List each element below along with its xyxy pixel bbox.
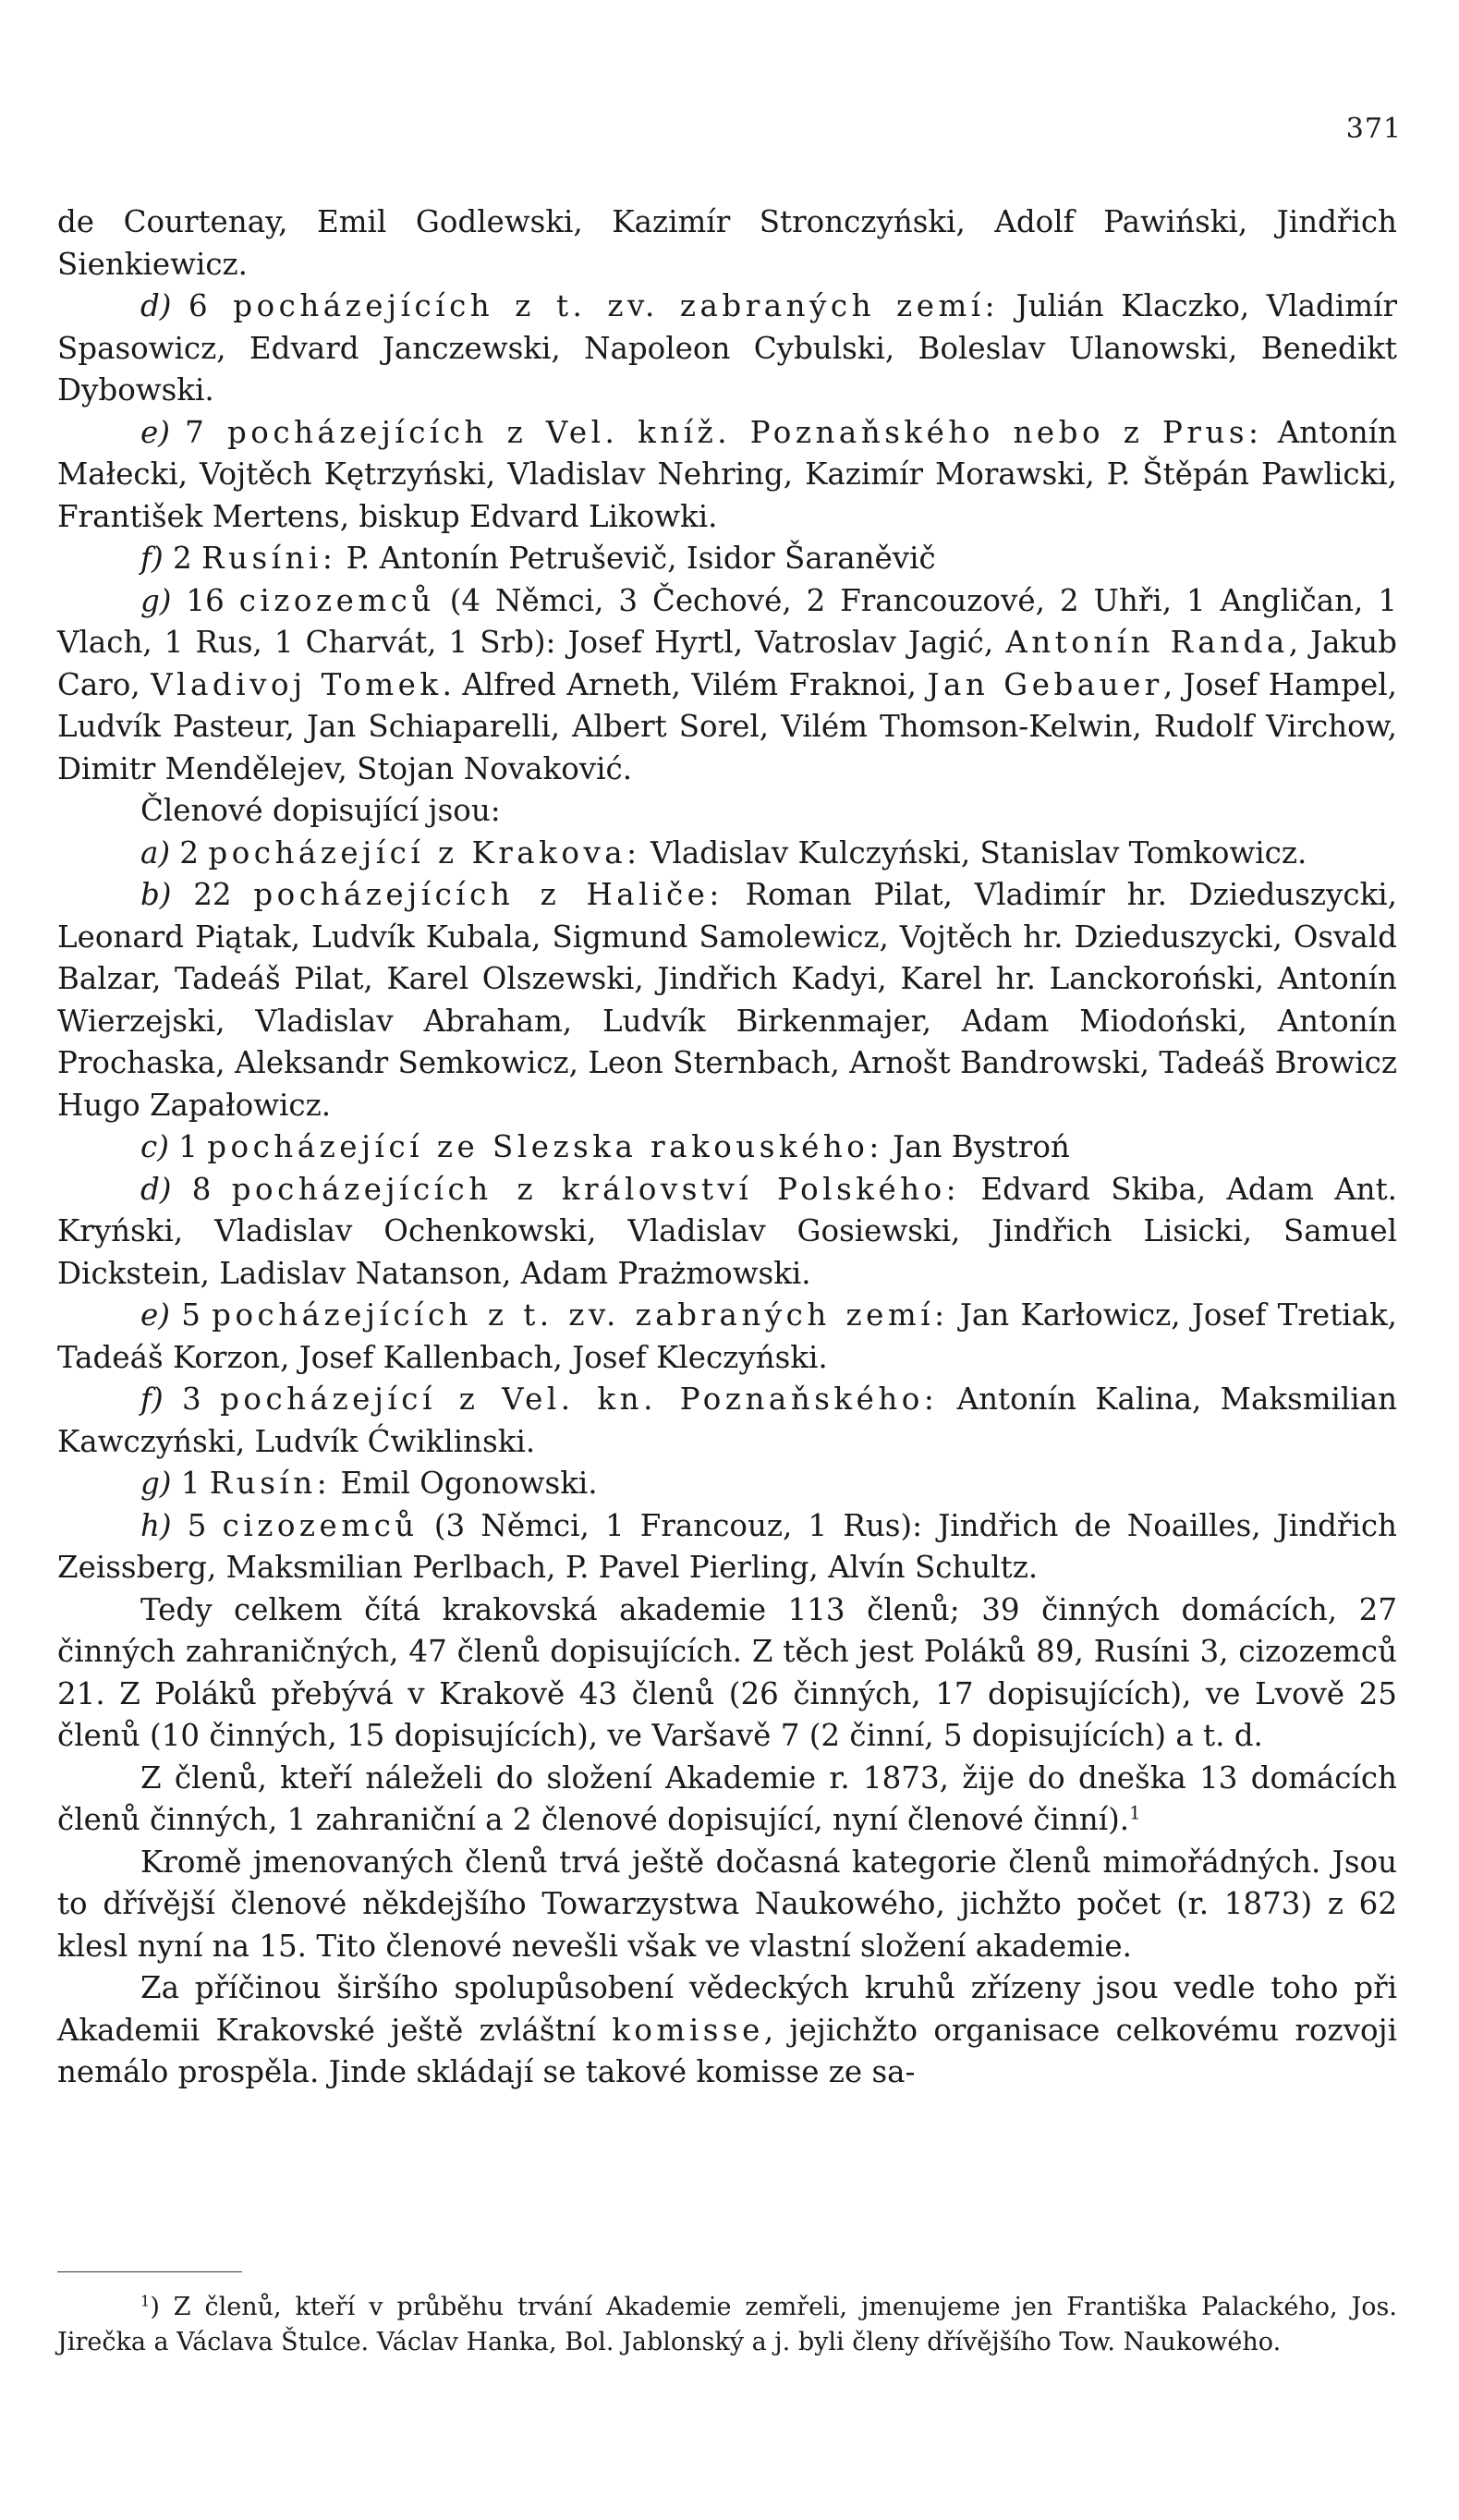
paragraph bbox=[57, 874, 1397, 1126]
text-run: P. Antonín Petruševič, Isidor Šaraněvič bbox=[336, 541, 936, 576]
paragraph bbox=[57, 201, 1397, 286]
text-run: . Alfred Arneth, Vilém Fraknoi, bbox=[442, 666, 928, 702]
text-run: Antonín Kalina, Maksmilian Kawczyński, Ludvík Ćwiklinski. bbox=[57, 1382, 1398, 1459]
spaced-text: Antonín Randa bbox=[1005, 625, 1289, 660]
text-run: Jan Karłowicz, Josef Tretiak, Tadeáš Korzon, Josef Kallenbach, Josef Kleczyński. bbox=[57, 1297, 1397, 1375]
spaced-text: cizozemců bbox=[238, 582, 435, 618]
spaced-text: pocházejících z t. zv. zabraných zemí: bbox=[212, 1297, 949, 1333]
text-run bbox=[170, 415, 185, 450]
spaced-text: pocházejících z Haliče: bbox=[253, 877, 723, 912]
text-run: Z členů, kteří náleželi do složení Akademie r. 1873, žije do dneška 13 domácích členů činných, 1 zahraniční a 2 členové dopisující, nyní členové činní). bbox=[57, 1759, 1397, 1837]
footnote-reference: 1 bbox=[1129, 1802, 1141, 1824]
spaced-text: Jan Gebauer bbox=[927, 666, 1163, 702]
paragraph bbox=[57, 1379, 1397, 1463]
text-run: 8 bbox=[171, 1171, 232, 1207]
item-label: a) bbox=[140, 834, 171, 870]
spaced-text: cizozemců bbox=[222, 1507, 419, 1543]
text-run: Edvard Skiba, Adam Ant. Kryński, Vladislav Ochenkowski, Vladislav Gosiewski, Jindřich Lisicki, Samuel Dickstein, Ladislav Natanson, Adam Prażmowski. bbox=[57, 1171, 1398, 1291]
paragraph bbox=[57, 833, 1397, 875]
spaced-text: pocházející ze Slezska rakouského: bbox=[207, 1129, 883, 1164]
text-run: Vladislav Kulczyński, Stanislav Tomkowicz. bbox=[640, 834, 1307, 870]
text-run: (4 Němci, 3 Čechové, 2 Francouzové, 2 Uhři, 1 Angličan, 1 Vlach, 1 Rus, 1 Charvát, 1 Srb): Josef Hyrtl, Vatroslav Jagić, bbox=[57, 582, 1397, 660]
item-label: d) bbox=[140, 288, 172, 323]
text-run: 2 bbox=[163, 541, 202, 576]
paragraph bbox=[57, 790, 1397, 833]
text-run: 1 bbox=[168, 1129, 208, 1164]
text-run: 16 bbox=[171, 582, 239, 618]
page-number: 371 bbox=[1345, 113, 1402, 145]
paragraph bbox=[57, 538, 1397, 580]
spaced-text: pocházející z Krakova: bbox=[208, 834, 641, 870]
item-label: g) bbox=[140, 582, 172, 618]
paragraph bbox=[57, 286, 1397, 412]
text-run: , jejichžto organisace celkovému rozvoji nemálo prospěla. Jinde skládají se takové komisse ze sa- bbox=[57, 2012, 1397, 2089]
text-run bbox=[171, 288, 188, 323]
text-run: Emil Ogonowski. bbox=[331, 1466, 598, 1501]
spaced-text: komisse bbox=[612, 2012, 764, 2048]
paragraph bbox=[57, 1758, 1397, 1842]
text-run: Za příčinou širšího spolupůsobení vědeckých kruhů zřízeny jsou vedle toho při Akademii Krakovské ještě zvláštní bbox=[57, 1970, 1397, 2048]
item-label: f) bbox=[140, 541, 164, 576]
item-label: g) bbox=[140, 1466, 172, 1501]
spaced-text: Rusín: bbox=[209, 1466, 332, 1501]
paragraph bbox=[57, 1842, 1397, 1968]
footnote: $^1$) Z členů, kteří v průběhu trvání Akademie zemřeli, jmenujeme jen Františka Palackého, Jos. Jirečka a Václava Štulce. Václav Hanka, Bol. Jablonský a j. byli členy dřívějšího Tow. Naukowého. bbox=[57, 2292, 1397, 2356]
text-run: de Courtenay, Emil Godlewski, Kazimír Stronczyński, Adolf Pawiński, Jindřich Sienkiewicz. bbox=[57, 204, 1397, 282]
spaced-text: 7 pocházejících z Vel. kníž. Poznaňského nebo z Prus: bbox=[185, 414, 1263, 450]
text-run: , Jakub Caro, bbox=[57, 625, 1397, 702]
text-run: 1 bbox=[171, 1466, 210, 1501]
paragraph bbox=[57, 1169, 1397, 1296]
text-run: Kromě jmenovaných členů trvá ještě dočasná kategorie členů mimořádných. Jsou to dřívější členové někdejšího Towarzystwa Naukowého, jichžto počet (r. 1873) z 62 klesl nyní na 15. Tito členové nevešli však ve vlastní složení akademie. bbox=[57, 1844, 1397, 1964]
spaced-text: 6 pocházejících z t. zv. zabraných zemí: bbox=[188, 288, 1000, 323]
text-run: 22 bbox=[171, 877, 254, 912]
spaced-text: pocházejících z království Polského: bbox=[231, 1171, 961, 1207]
item-label: f) bbox=[140, 1382, 164, 1417]
spaced-text: pocházející z Vel. kn. Poznaňského: bbox=[220, 1382, 939, 1417]
footnote-text: Z členů, kteří v průběhu trvání Akademie zemřeli, jmenujeme jen Františka Palackého, Jos. Jirečka a Václava Štulce. Václav Hanka, Bol. Jablonský a j. byli členy dřívějšího Tow. Naukowého. bbox=[57, 2293, 1397, 2356]
item-label: d) bbox=[140, 1171, 172, 1207]
body-text bbox=[57, 201, 1397, 2094]
item-label: e) bbox=[140, 414, 170, 450]
paragraph bbox=[57, 1295, 1397, 1379]
text-run: Julián Klaczko, Vladimír Spasowicz, Edvard Janczewski, Napoleon Cybulski, Boleslav Ulanowski, Benedikt Dybowski. bbox=[57, 288, 1397, 408]
text-run: 3 bbox=[163, 1382, 221, 1417]
paragraph bbox=[57, 580, 1397, 791]
paragraph bbox=[57, 1463, 1397, 1505]
paragraph bbox=[57, 1589, 1397, 1758]
text-run: Tedy celkem čítá krakovská akademie 113 členů; 39 činných domácích, 27 činných zahraničných, 47 členů dopisujících. Z těch jest Poláků 89, Rusíni 3, cizozemců 21. Z Poláků přebývá v Krakově 43 členů (26 činných, 17 dopisujících), ve Lvově 25 členů (10 činných, 15 dopisujících), ve Varšavě 7 (2 činní, 5 dopisujících) a t. d. bbox=[57, 1591, 1397, 1753]
item-label: h) bbox=[140, 1507, 172, 1543]
text-run: Členové dopisující jsou: bbox=[140, 793, 501, 828]
footnote-rule bbox=[57, 2271, 242, 2272]
text-run: , Josef Hampel, Ludvík Pasteur, Jan Schiaparelli, Albert Sorel, Vilém Thomson-Kelwin, Rudolf Virchow, Dimitr Menděleјev, Stojan Novaković. bbox=[57, 666, 1397, 786]
item-label: c) bbox=[140, 1129, 169, 1164]
text-run: Antonín Małecki, Vojtěch Kętrzyński, Vladislav Nehring, Kazimír Morawski, P. Štěpán Pawlicki, František Mertens, biskup Edvard Likowki. bbox=[57, 414, 1397, 534]
paragraph bbox=[57, 1967, 1397, 2094]
spaced-text: Rusíni: bbox=[201, 541, 337, 576]
item-label: b) bbox=[140, 877, 172, 912]
paragraph bbox=[57, 1126, 1397, 1169]
text-run: Jan Bystroń bbox=[882, 1129, 1070, 1164]
text-run: 5 bbox=[171, 1507, 223, 1543]
footnote-mark: 1 bbox=[140, 2292, 151, 2310]
paragraph bbox=[57, 412, 1397, 539]
text-run: Roman Pilat, Vladimír hr. Dzieduszycki, Leonard Piątak, Ludvík Kubala, Sigmund Samolewicz, Vojtěch hr. Dzieduszycki, Osvald Balzar, Tadeáš Pilat, Karel Olszewski, Jindřich Kadyi, Karel hr. Lanckoroński, Antonín Wierzejski, Vladislav Abraham, Ludvík Birkenmajer, Adam Miodoński, Antonín Prochaska, Aleksandr Semkowicz, Leon Sternbach, Arnošt Bandrowski, Tadeáš Browicz Hugo Zapałowicz. bbox=[57, 877, 1397, 1123]
spaced-text: Vladivoj Tomek bbox=[151, 666, 443, 702]
paragraph bbox=[57, 1505, 1397, 1589]
text-run: (3 Němci, 1 Francouz, 1 Rus): Jindřich de Noailles, Jindřich Zeissberg, Maksmilian Perlbach, P. Pavel Pierling, Alvín Schultz. bbox=[57, 1507, 1397, 1585]
text-run: 5 bbox=[169, 1297, 213, 1333]
text-run: 2 bbox=[170, 834, 209, 870]
item-label: e) bbox=[140, 1297, 170, 1333]
